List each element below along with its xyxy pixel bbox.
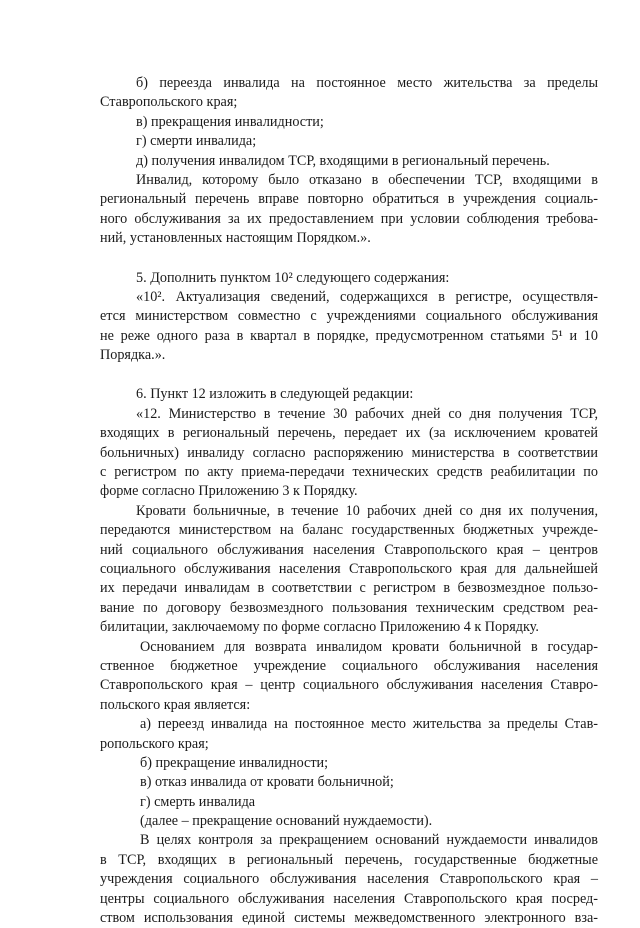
text-line: в) отказ инвалида от кровати больничной; [140,774,394,791]
text-line: ством использования единой системы межведомственного электронного вза- [100,910,598,927]
text-line: передаются министерством на баланс государственных бюджетных учрежде- [100,522,598,539]
text-line: билитации, заключаемому по форме согласно Приложению 4 к Порядку. [100,619,539,636]
text-line: (далее – прекращение оснований нуждаемости). [140,813,433,830]
paragraph-gap [100,365,598,385]
text-line: региональный перечень вправе повторно обратиться в учреждения социаль- [100,191,598,208]
text-line: д) получения инвалидом ТСР, входящими в региональный перечень. [136,152,550,169]
text-line: Инвалид, которому было отказано в обеспечении ТСР, входящими в [136,171,598,188]
text-line: вание по договору безвозмездного пользования техническим средством реа- [100,599,598,616]
text-line: больничных) инвалиду согласно распоряжению министерства в соответствии [100,444,598,461]
text-line: ется министерством совместно с учреждениями социального обслуживания [100,308,598,325]
text-line: б) переезда инвалида на постоянное место жительства за пределы [136,75,598,91]
paragraph-gap [100,249,598,269]
paragraph-block-3 [100,385,598,928]
text-line: Ставропольского края – центр социального обслуживания населения Ставро- [100,677,598,694]
text-line: г) смерти инвалида; [136,133,257,150]
text-line: «12. Министерство в течение 30 рабочих дней со дня получения ТСР, [136,405,598,422]
text-line: ний социального обслуживания населения Ставропольского края – центров [100,541,598,558]
paragraph-block-1 [100,74,598,249]
text-line: Кровати больничные, в течение 10 рабочих дней со дня их получения, [136,502,598,519]
text-line: ропольского края; [100,735,209,752]
text-line: социального обслуживания населения Ставропольского края для дальнейшей [100,560,598,577]
text-line: учреждения социального обслуживания населения Ставропольского края – [100,871,598,888]
text-line: 5. Дополнить пунктом 10² следующего содержания: [136,269,450,286]
text-line: в ТСР, входящих в региональный перечень, государственные бюджетные [100,851,598,868]
text-line: ний, установленных настоящим Порядком.». [100,230,371,247]
text-line: польского края является: [100,696,251,713]
text-line: В целях контроля за прекращением оснований нуждаемости инвалидов [140,832,598,849]
text-line: центры социального обслуживания населения Ставропольского края посред- [100,890,598,907]
paragraph-block-2 [100,269,598,366]
text-line: форме согласно Приложению 3 к Порядку. [100,483,358,500]
text-line: Ставропольского края; [100,94,238,111]
text-line: 6. Пункт 12 изложить в следующей редакции: [136,386,414,403]
text-line: ного обслуживания за их предоставлением при условии соблюдения требова- [100,210,598,227]
text-line: не реже одного раза в квартал в порядке, предусмотренном статьями 5¹ и 10 [100,327,598,344]
text-line: а) переезд инвалида на постоянное место жительства за пределы Став- [140,716,598,733]
text-line: Порядка.». [100,347,166,364]
text-line: б) прекращение инвалидности; [140,754,329,771]
text-line: с регистром по акту приема-передачи технических средств реабилитации по [100,464,598,481]
text-line: г) смерть инвалида [140,793,256,810]
text-line: в) прекращения инвалидности; [136,113,324,130]
text-line: их передачи инвалидам в соответствии с регистром в безвозмездное пользо- [100,580,598,597]
text-line: ственное бюджетное учреждение социального обслуживания населения [100,657,598,674]
text-line: Основанием для возврата инвалидом кровати больничной в государ- [140,638,598,655]
text-line: входящих в региональный перечень, передает их (за исключением кроватей [100,425,598,442]
text-line: «10². Актуализация сведений, содержащихся в регистре, осуществля- [136,288,598,305]
